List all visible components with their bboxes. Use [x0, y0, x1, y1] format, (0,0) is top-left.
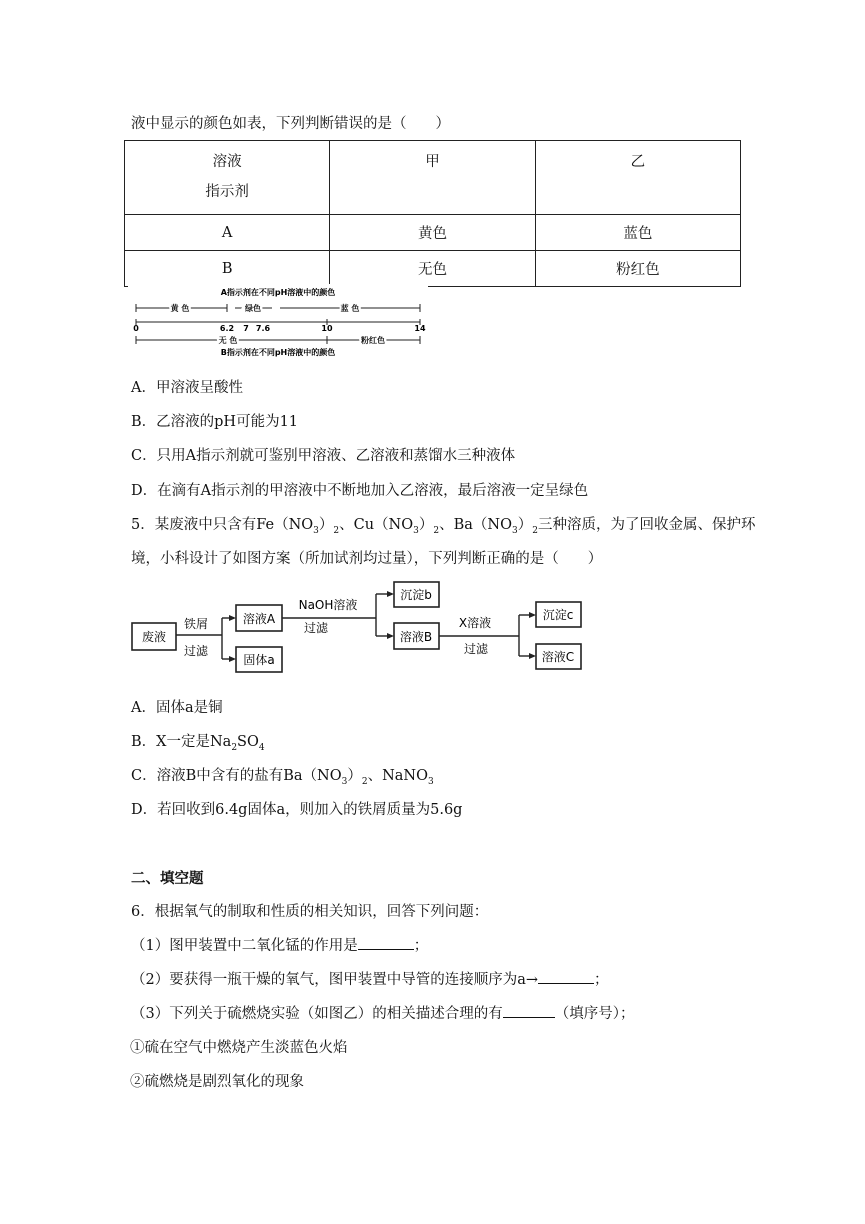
q5-stem-sub: 3	[313, 525, 319, 536]
q5-stem-part: ）	[418, 517, 434, 533]
q5-option-b	[131, 730, 265, 753]
section-title: 二、填空题	[131, 871, 204, 887]
option-text: C．溶液B中含有的盐有Ba（NO	[131, 768, 342, 784]
part-text: ；	[413, 938, 429, 954]
q5-stem-sub: 2	[532, 525, 538, 536]
b-seg-colorless: 无 色	[218, 336, 238, 345]
option-sub: 3	[428, 776, 434, 787]
q5-stem-sub: 3	[413, 525, 419, 536]
option-sub: 2	[231, 742, 238, 753]
a-seg-green: 绿色	[245, 304, 261, 313]
corner-top-label: 溶液	[212, 154, 242, 170]
a-seg-yellow: 黄 色	[170, 304, 190, 313]
b-seg-pink: 粉红色	[361, 336, 385, 345]
tick-label: 6.2	[219, 324, 235, 333]
tick-label: 14	[414, 324, 426, 333]
q6-part1	[131, 934, 428, 955]
q5-stem-part: 三种溶质，为了回收金属、保护环	[537, 517, 756, 533]
flow-precipitate-c: 沉淀c	[542, 608, 574, 622]
q4-option-c: C．只用A指示剂就可鉴别甲溶液、乙溶液和蒸馏水三种液体	[131, 448, 516, 464]
tick-label: 10	[321, 324, 333, 333]
q6-part2	[131, 968, 609, 989]
table-corner-cell	[125, 141, 330, 215]
part-text: （3）下列关于硫燃烧实验（如图乙）的相关描述合理的有	[131, 1006, 503, 1022]
a-indicator-title: A指示剂在不同pH溶液中的颜色	[220, 288, 336, 297]
part-text: （1）图甲装置中二氧化锰的作用是	[131, 938, 358, 954]
q5-option-d: D．若回收到6.4g固体a，则加入的铁屑质量为5.6g	[131, 802, 463, 818]
col2-label: 乙	[630, 154, 646, 170]
table-row	[125, 251, 741, 287]
flow-filter2: 过滤	[303, 621, 329, 635]
intro-line: 液中显示的颜色如表，下列判断错误的是（ ）	[131, 116, 450, 132]
q6-item2: ②硫燃烧是剧烈氧化的现象	[130, 1074, 304, 1090]
q5-stem-part: 5．某废液中只含有Fe（NO	[131, 517, 314, 533]
answer-blank[interactable]	[538, 971, 594, 984]
flow-waste: 废液	[141, 630, 167, 644]
q5-option-c	[131, 764, 434, 787]
q5-stem-sub: 2	[433, 525, 440, 536]
q4-option-d: D．在滴有A指示剂的甲溶液中不断地加入乙溶液，最后溶液一定呈绿色	[131, 483, 589, 499]
b-indicator-title: B指示剂在不同pH溶液中的颜色	[220, 348, 336, 357]
ph-scale-figure	[128, 284, 428, 360]
option-sub: 2	[361, 776, 368, 787]
flow-solution-a: 溶液A	[242, 612, 276, 626]
part-text: （填序号）；	[554, 1006, 635, 1022]
table-cell: 粉红色	[535, 251, 740, 287]
q4-option-a: A．甲溶液呈酸性	[131, 380, 243, 396]
q5-option-a: A．固体a是铜	[131, 700, 223, 716]
table-cell: 无色	[330, 251, 535, 287]
flow-solution-c: 溶液C	[541, 650, 575, 664]
q5-stem-sub: 3	[512, 525, 518, 536]
q5-stem-sub: 2	[333, 525, 340, 536]
answer-blank[interactable]	[358, 937, 414, 950]
flow-precipitate-b: 沉淀b	[400, 588, 432, 602]
q5-stem-line1	[131, 513, 755, 536]
option-sub: 3	[341, 776, 348, 787]
flow-solution-b: 溶液B	[399, 630, 433, 644]
col1-label: 甲	[425, 154, 440, 170]
table-row	[125, 215, 741, 251]
option-text: 、NaNO	[367, 768, 429, 784]
q6-part3	[131, 1002, 634, 1023]
tick-label: 0	[133, 324, 139, 333]
table-header-col2	[535, 141, 740, 215]
option-text: B．X一定是Na	[131, 734, 232, 750]
table-cell: B	[125, 251, 330, 287]
table-cell: 黄色	[330, 215, 535, 251]
option-text: SO	[237, 734, 259, 750]
tick-label: 7.6	[255, 324, 271, 333]
option-sub: 4	[258, 742, 265, 753]
part-text: （2）要获得一瓶干燥的氧气，图甲装置中导管的连接顺序为a→	[131, 972, 539, 988]
q4-option-b: B．乙溶液的pH可能为11	[131, 414, 299, 430]
tick-label: 7	[243, 324, 249, 333]
q5-stem-part: ）	[318, 517, 334, 533]
flow-solid-a: 固体a	[243, 653, 275, 667]
q5-stem-part: 、Ba（NO	[439, 517, 512, 533]
corner-bottom-label: 指示剂	[205, 184, 249, 200]
flow-iron: 铁屑	[183, 617, 209, 631]
answer-blank[interactable]	[503, 1005, 555, 1018]
flow-x-solution: X溶液	[458, 616, 492, 630]
flow-naoh: NaOH溶液	[298, 598, 358, 612]
table-header-col1	[330, 141, 535, 215]
table-cell: A	[125, 215, 330, 251]
q5-stem-part: ）	[517, 517, 533, 533]
indicator-table	[124, 140, 741, 287]
table-cell: 蓝色	[535, 215, 740, 251]
table-header-row	[125, 141, 741, 215]
q5-stem-line2: 境，小科设计了如图方案（所加试剂均过量），下列判断正确的是（ ）	[131, 551, 603, 567]
flow-filter3: 过滤	[463, 642, 489, 656]
flow-diagram	[128, 578, 590, 684]
part-text: ；	[594, 972, 609, 988]
q5-stem-part: 、Cu（NO	[339, 517, 414, 533]
option-text: ）	[347, 768, 362, 784]
q6-stem: 6．根据氧气的制取和性质的相关知识，回答下列问题：	[131, 904, 489, 920]
a-seg-blue: 蓝 色	[340, 304, 360, 313]
flow-filter1: 过滤	[183, 644, 209, 658]
q6-item1: ①硫在空气中燃烧产生淡蓝色火焰	[130, 1040, 348, 1056]
